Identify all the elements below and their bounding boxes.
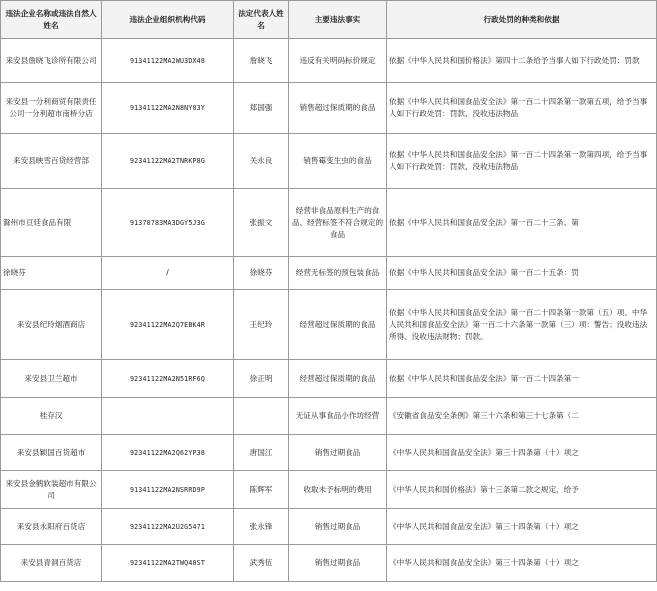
cell-legal-rep: 郑国强	[234, 83, 289, 134]
cell-penalty-basis: 《安徽省食品安全条例》第三十六条和第三十七条第（二	[387, 398, 657, 435]
cell-penalty-basis: 依据《中华人民共和国食品安全法》第一百二十四条第一款第四项，给予当事人如下行政处罚：罚款、没收违法物品	[387, 134, 657, 189]
header-legal-rep: 法定代表人姓名	[234, 1, 289, 39]
table-row	[1, 435, 657, 471]
cell-violation-fact: 销售过期食品	[289, 509, 387, 545]
cell-name: 徐晓芬	[1, 257, 102, 290]
table-row	[1, 134, 657, 189]
cell-penalty-basis: 《中华人民共和国价格法》第十三条第二款之规定，给予	[387, 471, 657, 509]
cell-violation-fact: 经营超过保质期的食品	[289, 290, 387, 360]
cell-org-code: 92341122MA2N51RF6Q	[102, 360, 234, 398]
cell-legal-rep: 武秀伍	[234, 545, 289, 582]
cell-legal-rep: 王纪玲	[234, 290, 289, 360]
cell-org-code: 92341122MA2U2G5471	[102, 509, 234, 545]
cell-violation-fact: 无证从事食品小作坊经营	[289, 398, 387, 435]
cell-violation-fact: 经营非食品原料生产的食品、经营标签不符合规定的食品	[289, 189, 387, 257]
cell-violation-fact: 销售超过保质期的食品	[289, 83, 387, 134]
table-row	[1, 39, 657, 83]
cell-legal-rep	[234, 398, 289, 435]
cell-org-code: 91341122MA2NSRRD9P	[102, 471, 234, 509]
cell-violation-fact: 经营超过保质期的食品	[289, 360, 387, 398]
table-row	[1, 471, 657, 509]
cell-penalty-basis: 依据《中华人民共和国食品安全法》第一百二十五条：罚	[387, 257, 657, 290]
cell-name: 来安县纪玲烟酒商店	[1, 290, 102, 360]
cell-violation-fact: 销售过期食品	[289, 545, 387, 582]
table-row	[1, 545, 657, 582]
cell-penalty-basis: 依据《中华人民共和国食品安全法》第一百二十四条第一款第五项，给予当事人如下行政处罚：罚款、没收违法物品	[387, 83, 657, 134]
cell-penalty-basis: 《中华人民共和国食品安全法》第三十四条第（十）项之	[387, 509, 657, 545]
cell-legal-rep: 徐正明	[234, 360, 289, 398]
cell-legal-rep: 张振文	[234, 189, 289, 257]
cell-violation-fact: 经营无标签的预包装食品	[289, 257, 387, 290]
cell-org-code: 92341122MA2TNRKP8G	[102, 134, 234, 189]
cell-org-code: /	[102, 257, 234, 290]
cell-penalty-basis: 依据《中华人民共和国食品安全法》第一百二十三条、第	[387, 189, 657, 257]
header-penalty-basis: 行政处罚的种类和依据	[387, 1, 657, 39]
cell-penalty-basis: 《中华人民共和国食品安全法》第三十四条第（十）项之	[387, 435, 657, 471]
cell-penalty-basis: 依据《中华人民共和国食品安全法》第一百二十四条第一款第（五）项、中华人民共和国食品安全法》第一百二十六条第一款第（三）项：警告；没收违法所得、没收违法财物；罚款。	[387, 290, 657, 360]
cell-legal-rep: 关永良	[234, 134, 289, 189]
cell-violation-fact: 销售过期食品	[289, 435, 387, 471]
table-row	[1, 398, 657, 435]
cell-penalty-basis: 依据《中华人民共和国食品安全法》第一百二十四条第一	[387, 360, 657, 398]
cell-legal-rep: 张永锋	[234, 509, 289, 545]
cell-name: 来安县金鹤软装超市有限公司	[1, 471, 102, 509]
table-row	[1, 290, 657, 360]
cell-violation-fact: 违反有关明码标价规定	[289, 39, 387, 83]
table-row	[1, 189, 657, 257]
table-row	[1, 509, 657, 545]
cell-name: 来安县永阳府百货店	[1, 509, 102, 545]
cell-legal-rep: 陈辉军	[234, 471, 289, 509]
cell-org-code: 92341122MA2TWQ40ST	[102, 545, 234, 582]
table-row	[1, 257, 657, 290]
cell-penalty-basis: 《中华人民共和国食品安全法》第三十四条第（十）项之	[387, 545, 657, 582]
header-org-code: 违法企业组织机构代码	[102, 1, 234, 39]
cell-name: 滁州市亘廷食品有限	[1, 189, 102, 257]
table-row	[1, 360, 657, 398]
cell-org-code: 91341122MA2WU3DX48	[102, 39, 234, 83]
header-violation-fact: 主要违法事实	[289, 1, 387, 39]
cell-name: 来安县一分利商贸有限责任公司一分利超市南桥分店	[1, 83, 102, 134]
cell-name: 来安县卫兰超市	[1, 360, 102, 398]
cell-name: 桂存汉	[1, 398, 102, 435]
table-header-row	[1, 1, 657, 39]
cell-org-code: 91341122MA2N8NY03Y	[102, 83, 234, 134]
cell-name: 来安县詹晓飞诊所有限公司	[1, 39, 102, 83]
cell-name: 来安县青洞百货店	[1, 545, 102, 582]
cell-legal-rep: 唐国江	[234, 435, 289, 471]
cell-name: 来安县映雪百货经营部	[1, 134, 102, 189]
cell-org-code: 92341122MA2Q62YP38	[102, 435, 234, 471]
cell-violation-fact: 收取未予标明的费用	[289, 471, 387, 509]
cell-violation-fact: 销售霉变生虫的食品	[289, 134, 387, 189]
header-name: 违法企业名称或违法自然人姓名	[1, 1, 102, 39]
cell-name: 来安县颖国百货超市	[1, 435, 102, 471]
table-row	[1, 83, 657, 134]
cell-org-code	[102, 398, 234, 435]
cell-org-code: 92341122MA2Q7EBK4R	[102, 290, 234, 360]
cell-org-code: 91370783MA3DGY5J3G	[102, 189, 234, 257]
cell-legal-rep: 詹晓飞	[234, 39, 289, 83]
cell-legal-rep: 徐晓芬	[234, 257, 289, 290]
cell-penalty-basis: 依据《中华人民共和国价格法》第四十二条给予当事人如下行政处罚：罚款	[387, 39, 657, 83]
